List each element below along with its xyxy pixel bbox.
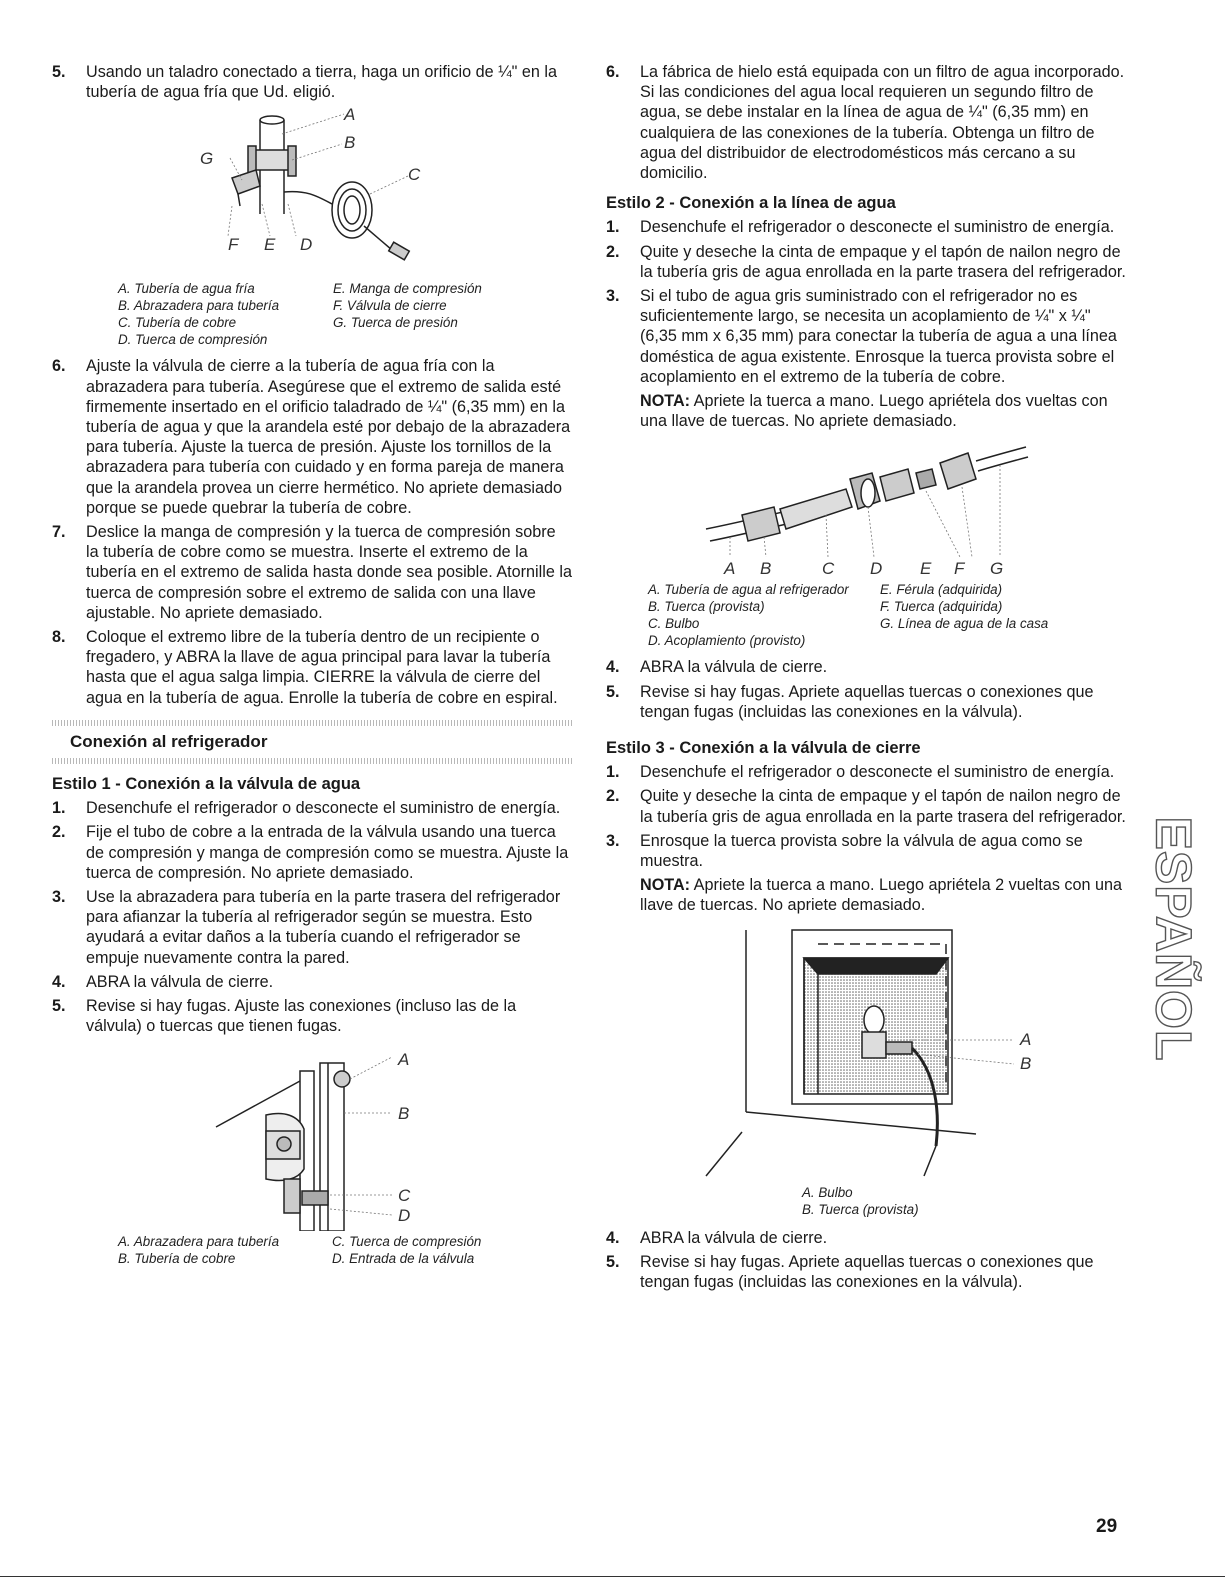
list-item: 2. Fije el tubo de cobre a la entrada de la válvula usando una tuerca de compresión y manga de compresión como se muestra. Ajuste la tuerca de compresión. No apriete demasiado. [52, 823, 569, 882]
list-item: 5. Revise si hay fugas. Apriete aquellas tuercas o conexiones que tengan fugas (incluidas las conexiones en la válvula). [606, 1252, 1094, 1292]
section-title: Conexión al refrigerador [70, 731, 268, 751]
figure-legend: A. Abrazadera para tubería C. Tuerca de compresión B. Tubería de cobre D. Entrada de la válvula [118, 1233, 482, 1266]
section-heading [52, 720, 572, 764]
step-list [606, 657, 1126, 722]
step-list [606, 762, 1126, 871]
note: NOTA: Apriete la tuerca a mano. Luego apriétela dos vueltas con una llave de tuercas. No apriete demasiado. [640, 392, 1108, 431]
fig-label-a: A [724, 559, 736, 578]
fig-label-c: C [408, 165, 421, 185]
fig-label-f: F [954, 559, 965, 578]
list-item: 5. Usando un taladro conectado a tierra, haga un orificio de ¼" en la tubería de agua fría que Ud. eligió. [52, 63, 557, 102]
list-item: 1. Desenchufe el refrigerador o desconecte el suministro de energía. [606, 218, 1115, 237]
fig-label-b: B [398, 1103, 410, 1123]
left-column [52, 62, 572, 1267]
fig-label-a: A [1020, 1029, 1032, 1049]
list-item: 2. Quite y deseche la cinta de empaque y el tapón de nailon negro de la tubería gris de agua enrollada en la parte trasera del refrigerador. [606, 242, 1126, 281]
figure-legend: A. Tubería de agua fría E. Manga de compresión B. Abrazadera para tubería F. Válvula de cierre C. Tubería de cobre G. Tuerca de presión D. Tuerca de compresión [118, 281, 482, 348]
step-list [606, 62, 1126, 183]
list-item: 3. Si el tubo de agua gris suministrado con el refrigerador no es suficientemente largo, se necesita un acoplamiento de ¼" x ¼" (6,35 mm x 6,35 mm) para conectar la tubería de agua a una línea doméstica de agua existente. Enrosque la tuerca provista sobre el acoplamiento en el extremo de la tubería de cobre. [606, 287, 1117, 386]
bottom-rule [0, 1576, 1225, 1577]
list-item: 6. La fábrica de hielo está equipada con un filtro de agua incorporado. Si las condiciones del agua local requieren un segundo filtro de agua, se debe instalar en la línea de agua de ¼" (6,35 mm) en cualquiera de las conexiones de la tubería. Obtenga un filtro de agua del distribuidor de electrodomésticos más cercano a su domicilio. [606, 63, 1125, 183]
list-item: 1. Desenchufe el refrigerador o desconecte el suministro de energía. [52, 799, 561, 818]
figure-water-line-coupling [606, 437, 1126, 577]
shutoff-valve-illustration [52, 106, 572, 284]
fig-label-e: E [264, 235, 276, 255]
shutoff-connection-illustration [606, 922, 1126, 1184]
figure-legend: A. Tubería de agua al refrigerador E. Férula (adquirida) B. Tuerca (provista) F. Tuerca (adquirida) C. Bulbo G. Línea de agua de la casa D. Acoplamiento (provisto) [648, 582, 1049, 649]
list-item: 7. Deslice la manga de compresión y la tuerca de compresión sobre la tubería de cobre como se muestra. Inserte el extremo de la tubería en el extremo de salida hasta donde sea posible. Atornille la tuerca de compresión sobre el extremo de salida con una llave ajustable. No apriete demasiado. [52, 523, 572, 622]
list-item: 4. ABRA la válvula de cierre. [52, 972, 274, 991]
style1-heading: Estilo 1 - Conexión a la válvula de agua [52, 775, 361, 794]
list-item: 5. Revise si hay fugas. Ajuste las conexiones (incluso las de la válvula) o tuercas que tienen fugas. [52, 997, 517, 1036]
step-list [52, 62, 572, 102]
list-item: 2. Quite y deseche la cinta de empaque y el tapón de nailon negro de la tubería gris de agua enrollada en la parte trasera del refrigerador. [606, 787, 1126, 826]
fig-label-d: D [300, 235, 313, 255]
list-item: 3. Use la abrazadera para tubería en la parte trasera del refrigerador para afianzar la tubería al refrigerador según se muestra. Esto ayudará a evitar daños a la tubería cuando el refrigerador se empuje nuevamente contra la pared. [52, 888, 561, 967]
language-tab-label: ESPAÑOL [1145, 816, 1201, 1062]
fig-label-g: G [200, 149, 214, 169]
page-number: 29 [1096, 1516, 1118, 1537]
language-tab [1144, 816, 1202, 1062]
step-list [52, 356, 572, 707]
fig-label-b: B [760, 559, 772, 578]
coupling-illustration [606, 437, 1126, 577]
step-list [52, 798, 572, 1036]
step-list [606, 1228, 1126, 1293]
list-item: 8. Coloque el extremo libre de la tubería dentro de un recipiente o fregadero, y ABRA la llave de agua principal para lavar la tubería hasta que el agua salga limpia. CIERRE la válvula de cierre del agua en la tubería de agua. Enrolle la tubería de cobre en espiral. [52, 628, 558, 707]
style2-heading: Estilo 2 - Conexión a la línea de agua [606, 194, 896, 213]
figure-shutoff-valve [52, 106, 572, 284]
list-item: 4. ABRA la válvula de cierre. [606, 658, 828, 677]
list-item: 6. Ajuste la válvula de cierre a la tubería de agua fría con la abrazadera para tubería. Asegúrese que el extremo de salida esté firmemente insertado en el orificio taladrado de ¼" (6,35 mm) en la tubería de agua y que la arandela esté por debajo de la abrazadera para tubería. Ajuste la tuerca de presión. Ajuste los tornillos de la abrazadera para tubería con cuidado y en forma pareja de manera que la arandela provea un cierre hermético. No apriete demasiado porque se puede quebrar la tubería de cobre. [52, 357, 571, 517]
fig-label-b: B [344, 133, 356, 153]
fig-label-d: D [870, 559, 883, 578]
list-item: 3. Enrosque la tuerca provista sobre la válvula de agua como se muestra. [606, 831, 1083, 871]
figure-water-valve [52, 1041, 572, 1231]
fig-label-c: C [822, 559, 835, 578]
fig-label-d: D [398, 1205, 411, 1225]
fig-label-a: A [344, 106, 356, 125]
fig-label-c: C [398, 1185, 411, 1205]
right-column [606, 62, 1126, 1296]
divider [52, 758, 572, 764]
fig-label-g: G [990, 559, 1004, 578]
water-valve-illustration [52, 1041, 572, 1231]
fig-label-a: A [398, 1049, 410, 1069]
list-item: 5. Revise si hay fugas. Apriete aquellas tuercas o conexiones que tengan fugas (incluidas las conexiones en la válvula). [606, 682, 1094, 721]
figure-shutoff-connection [606, 922, 1126, 1184]
list-item: 1. Desenchufe el refrigerador o desconecte el suministro de energía. [606, 763, 1115, 782]
fig-label-b: B [1020, 1053, 1032, 1073]
figure-legend: A. Bulbo B. Tuerca (provista) [802, 1184, 919, 1217]
step-list [606, 217, 1126, 387]
list-item: 4. ABRA la válvula de cierre. [606, 1228, 828, 1247]
style3-heading: Estilo 3 - Conexión a la válvula de cierre [606, 739, 921, 758]
fig-label-e: E [920, 559, 932, 578]
fig-label-f: F [228, 235, 239, 255]
note: NOTA: Apriete la tuerca a mano. Luego apriétela 2 vueltas con una llave de tuercas. No apriete demasiado. [640, 876, 1123, 915]
